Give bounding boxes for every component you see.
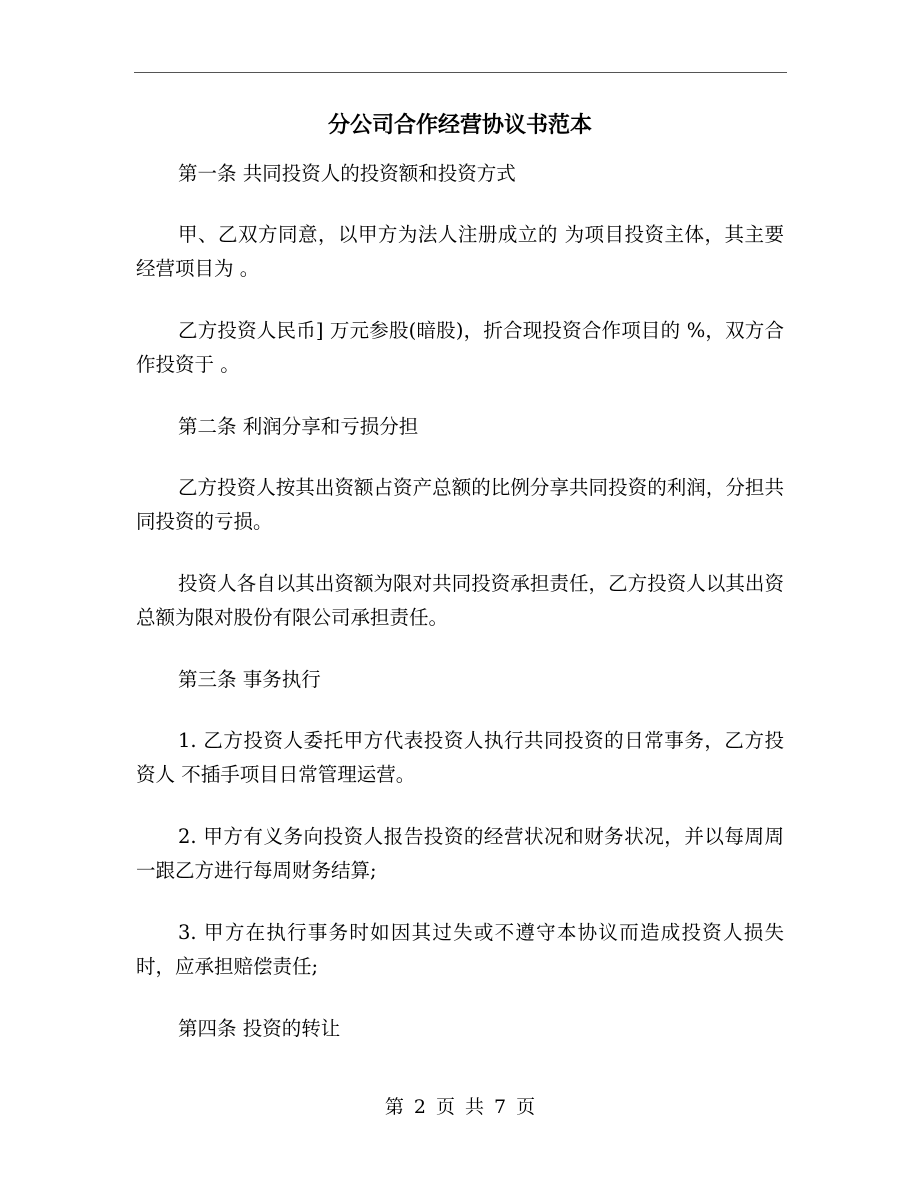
- article-3-heading: 第三条 事务执行: [178, 668, 321, 691]
- document-title: 分公司合作经营协议书范本: [327, 112, 592, 138]
- paragraph: 甲、乙双方同意，以甲方为法人注册成立的 为项目投资主体，其主要经营项目为 。: [136, 223, 784, 280]
- list-item: 1. 乙方投资人委托甲方代表投资人执行共同投资的日常事务，乙方投资人 不插手项目日常管理运营。: [136, 729, 784, 786]
- paragraph: 投资人各自以其出资额为限对共同投资承担责任，乙方投资人以其出资总额为限对股份有限公司承担责任。: [136, 572, 784, 629]
- document-body: [136, 157, 784, 1073]
- paragraph: 乙方投资人按其出资额占资产总额的比例分享共同投资的利润，分担共同投资的亏损。: [136, 476, 784, 533]
- page-number: 第 2 页 共 7 页: [384, 1096, 536, 1118]
- paragraph: 乙方投资人民币] 万元参股(暗股)，折合现投资合作项目的 %，双方合作投资于 。: [136, 319, 784, 376]
- list-item: 3. 甲方在执行事务时如因其过失或不遵守本协议而造成投资人损失时，应承担赔偿责任;: [136, 921, 784, 978]
- list-item: 2. 甲方有义务向投资人报告投资的经营状况和财务状况，并以每周周一跟乙方进行每周财务结算;: [136, 825, 784, 882]
- header-rule: [134, 72, 787, 73]
- article-1-heading: 第一条 共同投资人的投资额和投资方式: [178, 162, 516, 185]
- article-4-heading: 第四条 投资的转让: [178, 1017, 341, 1040]
- article-2-heading: 第二条 利润分享和亏损分担: [178, 415, 419, 438]
